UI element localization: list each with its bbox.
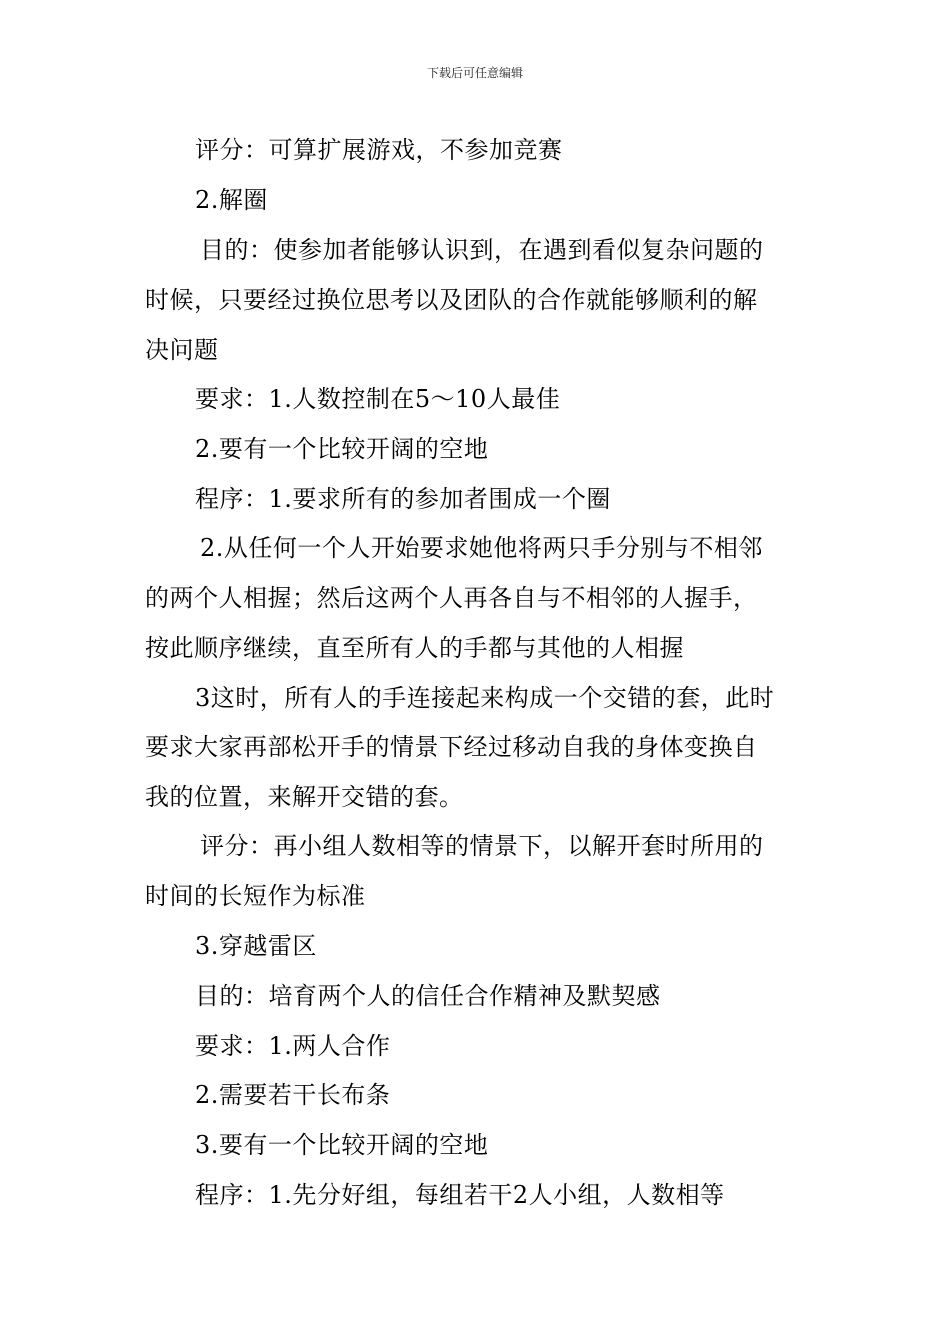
- text-line: 我的位置，来解开交错的套。: [145, 783, 464, 811]
- text-line: 程序：1.先分好组，每组若干2人小组，人数相等: [195, 1181, 725, 1209]
- text-line: 2.要有一个比较开阔的空地: [195, 435, 489, 463]
- text-line: 程序：1.要求所有的参加者围成一个圈: [195, 485, 611, 513]
- text-line: 的两个人相握；然后这两个人再各自与不相邻的人握手，: [145, 584, 758, 612]
- page-header: 下载后可任意编辑: [426, 66, 523, 80]
- text-line: 3.要有一个比较开阔的空地: [195, 1131, 489, 1159]
- text-line: 时候，只要经过换位思考以及团队的合作就能够顺利的解: [145, 286, 758, 314]
- text-line: 按此顺序继续，直至所有人的手都与其他的人相握: [145, 634, 684, 662]
- text-line: 要求：1.两人合作: [195, 1032, 391, 1060]
- text-line: 2.从任何一个人开始要求她他将两只手分别与不相邻: [200, 534, 763, 562]
- text-line: 目的：培育两个人的信任合作精神及默契感: [195, 982, 661, 1010]
- text-line: 要求：1.人数控制在5～10人最佳: [195, 385, 561, 413]
- text-line: 决问题: [145, 336, 219, 364]
- section-heading: 3.穿越雷区: [195, 932, 317, 960]
- text-line: 目的：使参加者能够认识到，在遇到看似复杂问题的: [200, 236, 764, 264]
- text-line: 评分：再小组人数相等的情景下，以解开套时所用的: [200, 832, 764, 860]
- text-line: 时间的长短作为标准: [145, 882, 366, 910]
- text-line: 2.需要若干长布条: [195, 1081, 391, 1109]
- text-line: 要求大家再部松开手的情景下经过移动自我的身体变换自: [145, 733, 758, 761]
- text-line: 评分：可算扩展游戏，不参加竞赛: [195, 136, 563, 164]
- text-line: 3这时，所有人的手连接起来构成一个交错的套，此时: [195, 684, 775, 712]
- section-heading: 2.解圈: [195, 186, 268, 214]
